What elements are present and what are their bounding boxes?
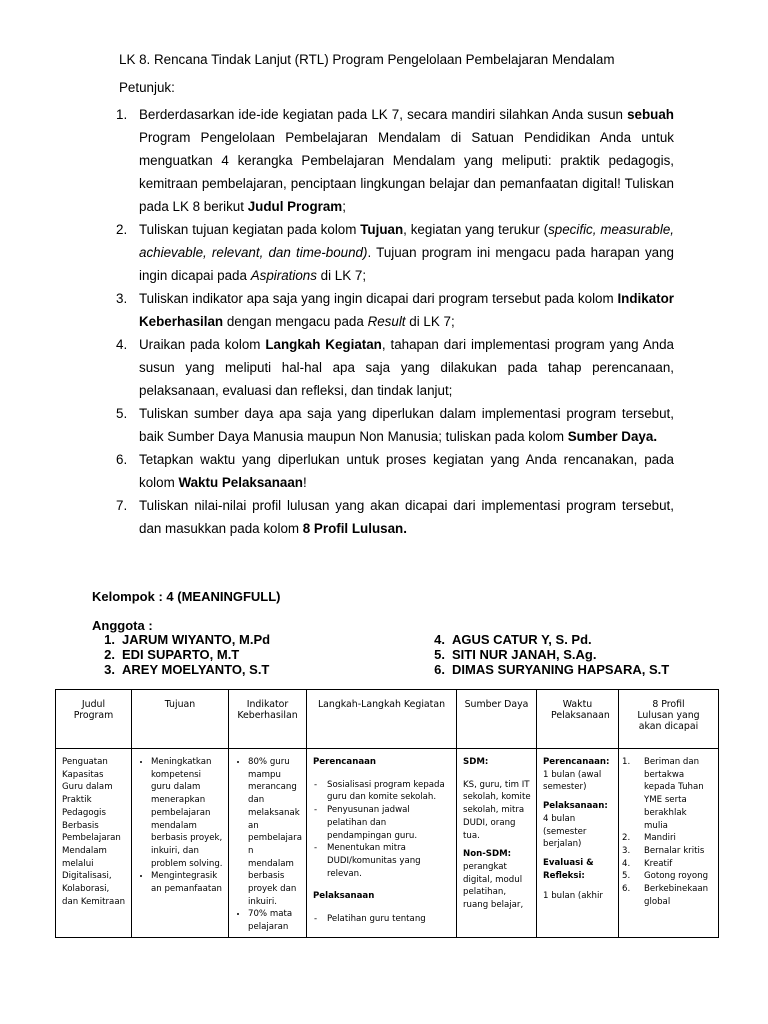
- list-item: - Penyusunan jadwal pelatihan dan pendampingan guru.: [313, 804, 451, 842]
- member-item: 1. JARUM WIYANTO, M.Pd: [104, 632, 271, 647]
- header-judul-program: Judul Program: [56, 690, 132, 749]
- waktu-evaluasi: 1 bulan (akhir: [543, 891, 603, 902]
- instruction-item: 5. Tuliskan sumber daya apa saja yang diperlukan dalam implementasi program tersebut, baik Sumber Daya Manusia maupun Non Manusia; tuliskan pada kolom Sumber Daya.: [116, 406, 674, 444]
- instruction-item: 7. Tuliskan nilai-nilai profil lulusan yang akan dicapai dari implementasi program tersebut, dan masukkan pada kolom 8 Profil Lulusan.: [116, 498, 674, 536]
- perencanaan-heading: Perencanaan: [313, 757, 377, 767]
- pelaksanaan-heading: Pelaksanaan: [313, 891, 375, 902]
- rtl-table: [55, 689, 719, 938]
- header-waktu: Waktu Pelaksanaan: [537, 690, 619, 749]
- member-item: 6. DIMAS SURYANING HAPSARA, S.T: [434, 662, 670, 677]
- list-item: • 80% guru mampu merancang dan melaksanak an pembelajara n mendalam berbasis proyek dan inkuiri.: [248, 756, 301, 908]
- members-label: Anggota :: [92, 618, 153, 633]
- group-label: Kelompok : 4 (MEANINGFULL): [92, 589, 281, 604]
- list-item: 4. Kreatif: [622, 858, 673, 869]
- list-item: - Pelatihan guru tentang: [313, 913, 451, 926]
- list-item: 3. Bernalar kritis: [622, 845, 705, 856]
- non-sdm-text: perangkat digital, modul pelatihan, ruang belajar,: [463, 861, 524, 911]
- list-item: 6. Berkebinekaan global: [622, 884, 709, 907]
- evaluasi-heading: Evaluasi & Refleksi:: [543, 857, 594, 881]
- cell-tujuan: [132, 749, 229, 938]
- instructions-list: [108, 103, 674, 540]
- member-item: 5. SITI NUR JANAH, S.Ag.: [434, 647, 597, 662]
- cell-langkah: [307, 749, 457, 938]
- instruction-item: 3. Tuliskan indikator apa saja yang ingin dicapai dari program tersebut pada kolom Indikator Keberhasilan dengan mengacu pada Result di LK 7;: [116, 291, 674, 329]
- list-item: - Menentukan mitra DUDI/komunitas yang relevan.: [313, 842, 451, 880]
- list-item: • Meningkatkan kompetensi guru dalam menerapkan pembelajaran mendalam berbasis proyek, inkuiri, dan problem solving.: [151, 756, 223, 870]
- header-sumber-daya: Sumber Daya: [457, 690, 537, 749]
- cell-waktu: [537, 749, 619, 938]
- instruction-item: 4. Uraikan pada kolom Langkah Kegiatan, tahapan dari implementasi program yang Anda susun yang meliputi hal-hal apa saja yang dilakukan pada tahap perencanaan, pelaksanaan, evaluasi dan refleksi, dan tindak lanjut;: [116, 337, 675, 398]
- sdm-heading: SDM:: [463, 757, 489, 767]
- header-profil: 8 Profil Lulusan yang akan dicapai: [619, 690, 719, 749]
- list-item: - Sosialisasi program kepada guru dan komite sekolah.: [313, 779, 451, 804]
- instruction-item: 2. Tuliskan tujuan kegiatan pada kolom Tujuan, kegiatan yang terukur (specific, measurable, achievable, relevant, dan time-bound). Tujuan program ini mengacu pada harapan yang ingin dicapai pada Aspirations di LK 7;: [116, 222, 675, 283]
- table-header-row: [56, 690, 719, 749]
- list-item: 5. Gotong royong: [622, 871, 709, 882]
- list-item: • Mengintegrasik an pemanfaatan: [151, 870, 223, 895]
- header-langkah: Langkah-Langkah Kegiatan: [307, 690, 457, 749]
- instruction-item: 1. Berderdasarkan ide-ide kegiatan pada LK 7, secara mandiri silahkan Anda susun sebuah Program Pengelolaan Pembelajaran Mendalam di Satuan Pendidikan Anda untuk menguatkan 4 kerangka Pembelajaran Mendalam yang meliputi: praktik pedagogis, kemitraan pembelajaran, penciptaan lingkungan belajar dan pemanfaatan digital! Tuliskan pada LK 8 berikut Judul Program;: [116, 107, 674, 214]
- instruction-item: 6. Tetapkan waktu yang diperlukan untuk proses kegiatan yang Anda rencanakan, pada kolom Waktu Pelaksanaan!: [116, 452, 674, 490]
- cell-indikator: [229, 749, 307, 938]
- table-row: [56, 749, 719, 938]
- waktu-pelaksanaan: Pelaksanaan: 4 bulan (semester berjalan): [543, 801, 608, 850]
- document-title: LK 8. Rencana Tindak Lanjut (RTL) Program Pengelolaan Pembelajaran Mendalam: [119, 52, 615, 67]
- instructions-label: Petunjuk:: [119, 80, 175, 95]
- header-tujuan: Tujuan: [132, 690, 229, 749]
- non-sdm-heading: Non-SDM:: [463, 849, 512, 860]
- cell-profil: [619, 749, 719, 938]
- cell-judul: Penguatan Kapasitas Guru dalam Praktik Pedagogis Berbasis Pembelajaran Mendalam melalui Digitalisasi, Kolaborasi, dan Kemitraan: [56, 749, 132, 938]
- waktu-perencanaan: Perencanaan: 1 bulan (awal semester): [543, 757, 610, 793]
- header-indikator: Indikator Keberhasilan: [229, 690, 307, 749]
- member-item: 3. AREY MOELYANTO, S.T: [104, 662, 270, 677]
- cell-sumber-daya: [457, 749, 537, 938]
- list-item: 2. Mandiri: [622, 833, 676, 844]
- member-item: 2. EDI SUPARTO, M.T: [104, 647, 240, 662]
- list-item: • 70% mata pelajaran: [248, 908, 301, 933]
- member-item: 4. AGUS CATUR Y, S. Pd.: [434, 632, 592, 647]
- sdm-text: KS, guru, tim IT sekolah, komite sekolah, mitra DUDI, orang tua.: [463, 779, 531, 841]
- list-item: 1. Beriman dan bertakwa kepada Tuhan YME serta berakhlak mulia: [622, 757, 704, 831]
